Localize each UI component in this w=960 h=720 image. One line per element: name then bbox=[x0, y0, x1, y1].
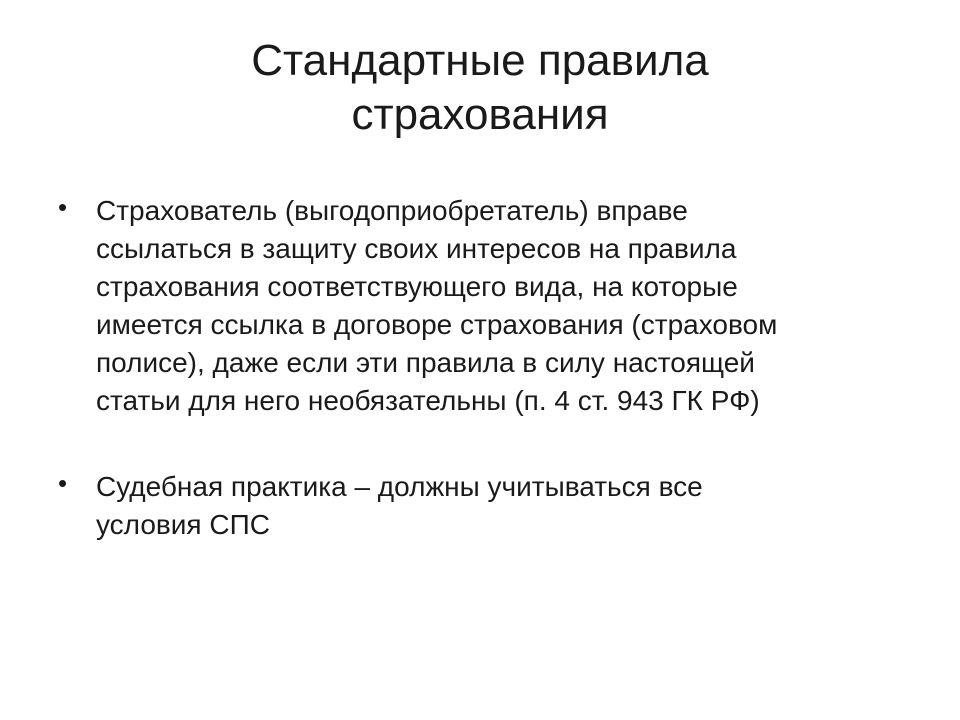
bullet-text-line: статьи для него необязательны (п. 4 ст. 943 ГК РФ) bbox=[96, 385, 760, 416]
bullet-text-line: страхования соответствующего вида, на которые bbox=[96, 271, 738, 302]
title-line: страхования bbox=[351, 90, 609, 139]
bullet-icon: • bbox=[58, 468, 68, 498]
bullet-text-line: ссылаться в защиту своих интересов на правила bbox=[96, 233, 737, 264]
bullet-text-line: Судебная практика – должны учитываться все bbox=[96, 471, 703, 502]
bullet-item-court-practice bbox=[58, 468, 898, 544]
slide-title bbox=[80, 34, 880, 142]
bullet-list bbox=[58, 192, 898, 544]
bullet-text-line: условия СПС bbox=[96, 509, 270, 540]
bullet-item-policyholder-rights bbox=[58, 192, 898, 420]
bullet-text-line: полисе), даже если эти правила в силу настоящей bbox=[96, 347, 755, 378]
title-line: Стандартные правила bbox=[251, 36, 709, 85]
bullet-icon: • bbox=[58, 192, 68, 222]
bullet-text-line: Страхователь (выгодоприобретатель) вправе bbox=[96, 195, 688, 226]
bullet-text-line: имеется ссылка в договоре страхования (страховом bbox=[96, 309, 778, 340]
